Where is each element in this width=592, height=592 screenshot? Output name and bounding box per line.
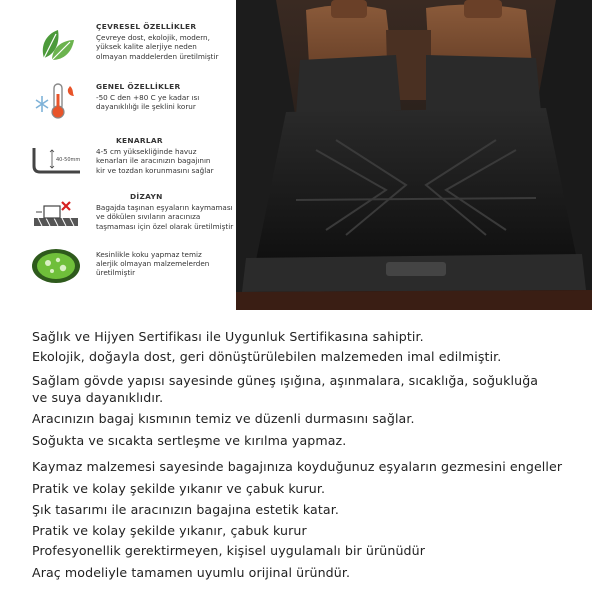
feature-text bbox=[96, 82, 236, 112]
feature-title: GENEL ÖZELLİKLER bbox=[96, 82, 181, 91]
list-item: Araç modeliyle tamamen uyumlu orijinal üründür. bbox=[32, 565, 351, 580]
leaf-icon bbox=[30, 24, 82, 64]
list-item: Aracınızın bagaj kısmının temiz ve düzenli durmasını sağlar. bbox=[32, 411, 415, 426]
feature-title: KENARLAR bbox=[116, 136, 163, 145]
list-item: Pratik ve kolay şekilde yıkanır, çabuk kurur bbox=[32, 523, 307, 538]
list-item: Şık tasarımı ile aracınızın bagajına estetik katar. bbox=[32, 502, 339, 517]
list-item: Soğukta ve sıcakta sertleşme ve kırılma yapmaz. bbox=[32, 433, 347, 448]
feature-description: Bagajda taşınan eşyaların kaymaması ve dökülen sıvıların aracınıza taşmaması için özel olarak üretilmiştir bbox=[96, 203, 234, 231]
feature-description: Kesinlikle koku yapmaz temiz alerjik olmayan malzemelerden üretilmiştir bbox=[96, 250, 210, 278]
list-item: Pratik ve kolay şekilde yıkanır ve çabuk kurur. bbox=[32, 481, 326, 496]
list-item: Sağlam gövde yapısı sayesinde güneş ışığına, aşınmalara, sıcaklığa, soğukluğa ve suya dayanıklıdır. bbox=[32, 373, 539, 405]
feature-description: -50 C den +80 C ye kadar ısı dayanıklılığı ile şeklini korur bbox=[96, 93, 200, 112]
list-item: Ekolojik, doğayla dost, geri dönüştürülebilen malzemeden imal edilmiştir. bbox=[32, 349, 502, 364]
odor-free-icon bbox=[30, 246, 82, 286]
list-item: Profesyonellik gerektirmeyen, kişisel uygulamalı bir ürünüdür bbox=[32, 543, 425, 558]
feature-title: ÇEVRESEL ÖZELLİKLER bbox=[96, 22, 197, 31]
feature-text bbox=[96, 22, 236, 61]
list-item: Kaymaz malzemesi sayesinde bagajınıza koyduğunuz eşyaların gezmesini engeller bbox=[32, 459, 563, 474]
feature-description: Çevreye dost, ekolojik, modern, yüksek kalite alerjiye neden olmayan maddelerden üretilmiştir bbox=[96, 33, 219, 61]
trunk-mat-photo bbox=[236, 0, 592, 310]
thermometer-icon bbox=[30, 80, 82, 120]
feature-description: 4-5 cm yüksekliğinde havuz kenarları ile aracınızın bagajının kir ve tozdan korunmasını sağlar bbox=[96, 147, 214, 175]
feature-text bbox=[96, 250, 236, 278]
feature-list bbox=[0, 0, 236, 310]
list-item: Sağlık ve Hijyen Sertifikası ile Uygunluk Sertifikasına sahiptir. bbox=[32, 329, 424, 344]
feature-text bbox=[96, 136, 236, 175]
feature-text bbox=[96, 192, 236, 231]
edge-height-label: 40-50mm bbox=[56, 157, 81, 163]
feature-title: DİZAYN bbox=[130, 192, 163, 201]
anti-slip-icon bbox=[30, 196, 82, 236]
tray-edge-icon bbox=[30, 140, 82, 180]
